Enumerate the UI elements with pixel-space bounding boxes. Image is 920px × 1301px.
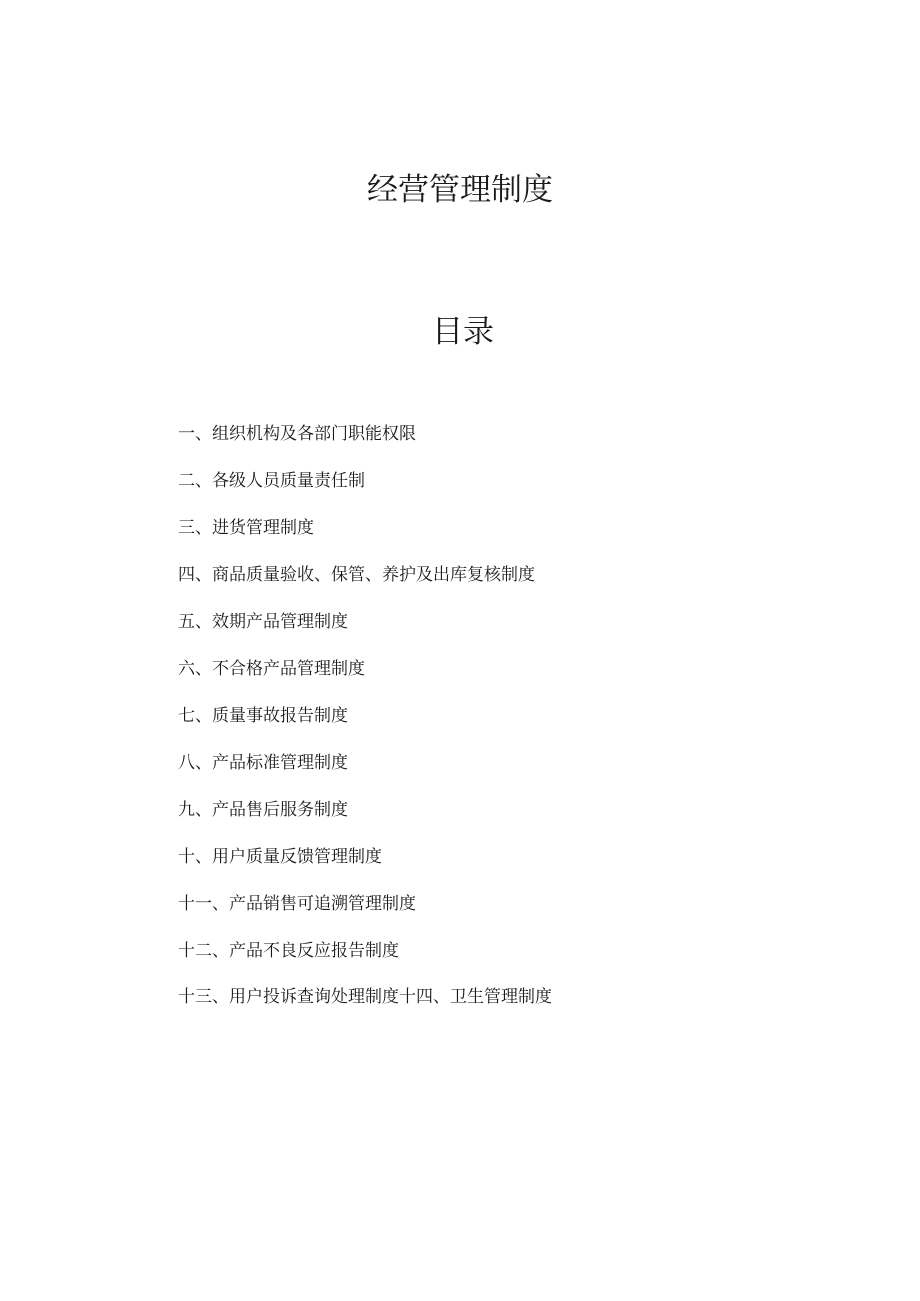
document-title: 经营管理制度	[367, 172, 553, 208]
toc-item: 九、产品售后服务制度	[178, 800, 348, 820]
toc-item: 四、商品质量验收、保管、养护及出库复核制度	[178, 565, 535, 585]
toc-item: 二、各级人员质量责任制	[178, 471, 365, 491]
toc-item: 八、产品标准管理制度	[178, 753, 348, 773]
toc-item: 十二、产品不良反应报告制度	[178, 941, 399, 961]
toc-item: 一、组织机构及各部门职能权限	[178, 424, 416, 444]
toc-item: 十三、用户投诉查询处理制度十四、卫生管理制度	[178, 987, 552, 1007]
toc-item: 十、用户质量反馈管理制度	[178, 847, 382, 867]
toc-item: 六、不合格产品管理制度	[178, 659, 365, 679]
table-of-contents	[178, 421, 570, 1030]
toc-heading: 目录	[432, 314, 494, 350]
toc-item: 十一、产品销售可追溯管理制度	[178, 894, 416, 914]
toc-item: 七、质量事故报告制度	[178, 706, 348, 726]
toc-item: 三、进货管理制度	[178, 518, 314, 538]
toc-item: 五、效期产品管理制度	[178, 612, 348, 632]
